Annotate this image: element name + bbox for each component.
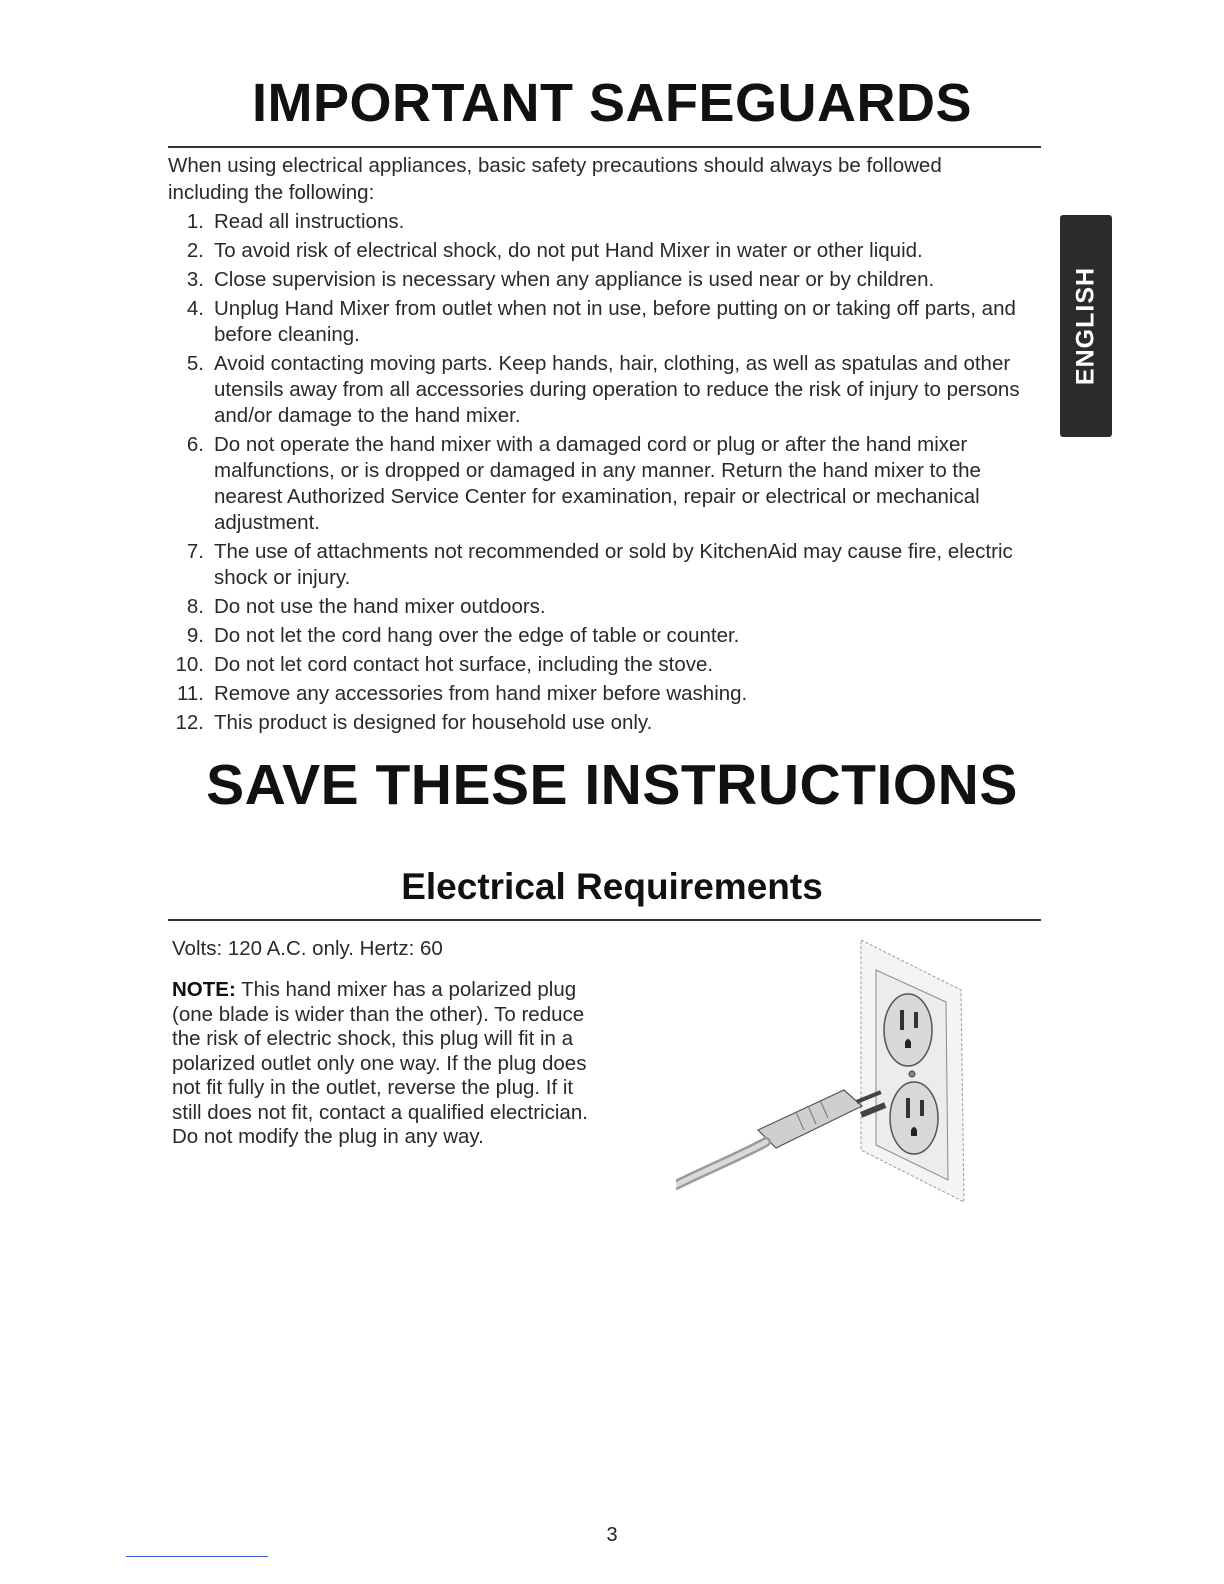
electrical-requirements-heading: Electrical Requirements (401, 866, 823, 907)
item-number: 6. (186, 433, 204, 456)
item-number: 7. (186, 540, 204, 563)
list-item (168, 238, 1048, 264)
item-text: Read all instructions. (214, 210, 405, 233)
item-text: Do not operate the hand mixer with a damaged cord or plug or after the hand mixer malfunctions, or is dropped or damaged in any manner. Return the hand mixer to the nearest Authorized Service Center for examination, repair or electrical or mechanical adjustment. (214, 433, 981, 534)
item-text: The use of attachments not recommended or sold by KitchenAid may cause fire, electric shock or injury. (214, 540, 1013, 589)
list-item (168, 623, 1048, 649)
item-text: This product is designed for household use only. (214, 711, 653, 734)
item-text: Remove any accessories from hand mixer before washing. (214, 682, 748, 705)
item-number: 2. (186, 239, 204, 262)
wall-outlet-plate (861, 940, 964, 1202)
polarized-plug-note (172, 978, 592, 1150)
outlet-plug-illustration (676, 930, 976, 1205)
safeguards-intro: When using electrical appliances, basic safety precautions should always be followed including the following: (168, 154, 942, 204)
note-text: This hand mixer has a polarized plug (one blade is wider than the other). To reduce the risk of electric shock, this plug will fit in a polarized outlet only one way. If the plug does not fit fully in the outlet, reverse the plug. If it still does not fit, contact a qualified electrician. Do not modify the plug in any way. (172, 978, 588, 1148)
item-number: 8. (186, 595, 204, 618)
item-number: 1. (186, 210, 204, 233)
note-label: NOTE: (172, 978, 236, 1001)
page-title: IMPORTANT SAFEGUARDS (252, 73, 972, 133)
list-item (168, 351, 1048, 429)
item-text: Close supervision is necessary when any appliance is used near or by children. (214, 268, 935, 291)
item-number: 10. (175, 653, 204, 676)
list-item (168, 652, 1048, 678)
item-number: 9. (186, 624, 204, 647)
title-divider (168, 146, 1041, 148)
list-item (168, 209, 1048, 235)
item-text: Do not use the hand mixer outdoors. (214, 595, 546, 618)
item-number: 11. (177, 682, 204, 705)
item-text: Do not let cord contact hot surface, including the stove. (214, 653, 714, 676)
list-item (168, 681, 1048, 707)
list-item (168, 594, 1048, 620)
list-item (168, 710, 1048, 736)
list-item (168, 432, 1048, 536)
language-tab (1060, 215, 1112, 437)
list-item (168, 267, 1048, 293)
language-tab-label: ENGLISH (1071, 266, 1100, 386)
voltage-specs: Volts: 120 A.C. only. Hertz: 60 (172, 937, 443, 960)
item-number: 12. (175, 711, 204, 734)
item-number: 4. (186, 297, 204, 320)
safeguards-list (168, 209, 1048, 739)
item-text: Do not let the cord hang over the edge of table or counter. (214, 624, 740, 647)
item-number: 5. (186, 352, 204, 375)
list-item (168, 539, 1048, 591)
item-text: Unplug Hand Mixer from outlet when not in use, before putting on or taking off parts, and before cleaning. (214, 297, 1016, 346)
item-text: Avoid contacting moving parts. Keep hands, hair, clothing, as well as spatulas and other utensils away from all accessories during operation to reduce the risk of injury to persons and/or damage to the hand mixer. (214, 352, 1020, 427)
item-text: To avoid risk of electrical shock, do not put Hand Mixer in water or other liquid. (214, 239, 923, 262)
save-instructions-heading: SAVE THESE INSTRUCTIONS (206, 753, 1018, 817)
list-item (168, 296, 1048, 348)
item-number: 3. (186, 268, 204, 291)
section-divider (168, 919, 1041, 921)
footer-line (126, 1556, 268, 1557)
page-number: 3 (606, 1524, 618, 1546)
